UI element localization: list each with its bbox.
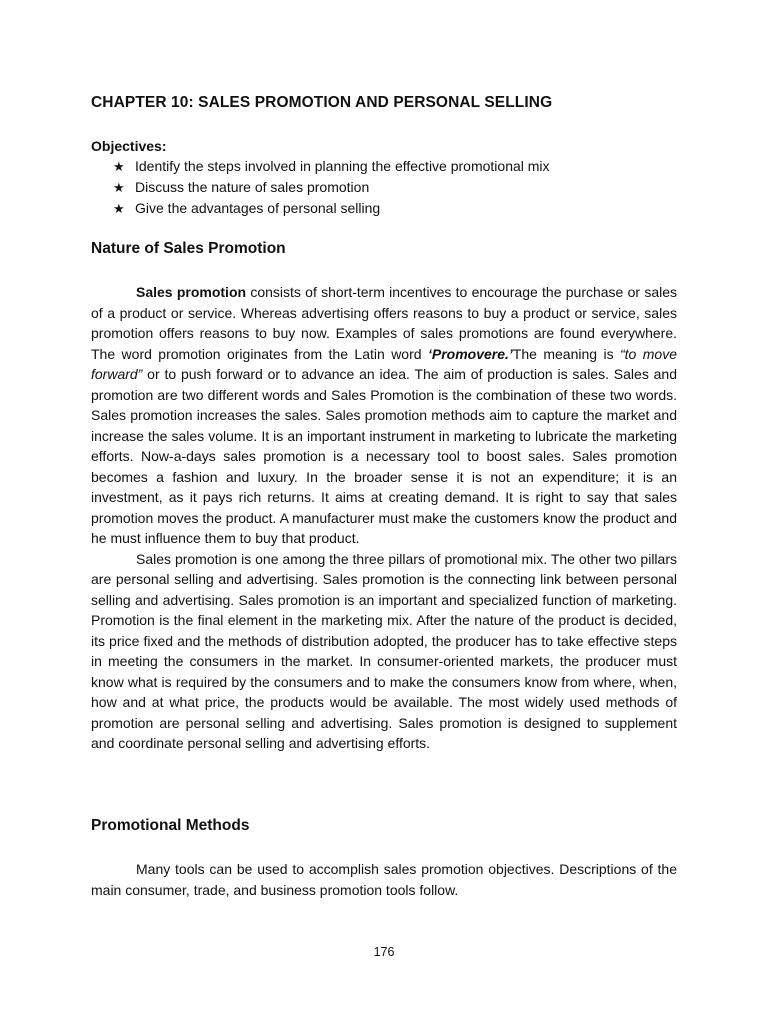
- star-icon: ★: [113, 202, 125, 217]
- nature-body: [91, 282, 677, 754]
- meaning-quote: “to move forward”: [91, 345, 677, 382]
- page-number: 176: [373, 945, 395, 959]
- nature-paragraph-1: [91, 282, 677, 549]
- objective-item: [113, 156, 550, 177]
- objective-text: Give the advantages of personal selling: [135, 200, 381, 216]
- nature-paragraph-2: Sales promotion is one among the three pillars of promotional mix. The other two pillars are personal selling and advertising. Sales promotion is the connecting link between personal selling and advertising. Sales promotion is an important and specialized function of marketing. Promotion is the final element in the marketing mix. After the nature of the product is decided, its price fixed and the methods of distribution adopted, the producer has to take effective steps in meeting the consumers in the market. In consumer-oriented markets, the producer must know what is required by the consumers and to make the consumers know from where, when, how and at what price, the products would be available. The most widely used methods of promotion are personal selling and advertising. Sales promotion is designed to supplement and coordinate personal selling and advertising efforts.: [91, 550, 677, 751]
- objective-item: [113, 198, 550, 219]
- objectives-list: [113, 156, 550, 219]
- star-icon: ★: [113, 160, 125, 175]
- paragraph-text: consists of short-term incentives to encourage the purchase or sales of a product or service. Whereas advertising offers reasons to buy a product or service, sales promotion offers reasons to buy now. Examples of sales promotions are found everywhere. The word promotion originates from the Latin word: [91, 284, 677, 362]
- objective-text: Identify the steps involved in planning the effective promotional mix: [135, 158, 550, 174]
- section-heading-nature: Nature of Sales Promotion: [91, 240, 286, 257]
- objective-item: [113, 177, 550, 198]
- paragraph-text: The meaning is: [512, 345, 620, 362]
- lead-term: Sales promotion: [136, 284, 247, 300]
- objectives-heading: Objectives:: [91, 138, 167, 154]
- objective-text: Discuss the nature of sales promotion: [135, 179, 370, 195]
- methods-body: [91, 859, 677, 900]
- star-icon: ★: [113, 181, 125, 196]
- methods-paragraph-1: Many tools can be used to accomplish sales promotion objectives. Descriptions of the main consumer, trade, and business promotion tools follow.: [91, 861, 677, 898]
- chapter-title: CHAPTER 10: SALES PROMOTION AND PERSONAL SELLING: [91, 94, 553, 111]
- section-heading-methods: Promotional Methods: [91, 817, 250, 834]
- latin-word: ‘Promovere.’: [427, 345, 513, 362]
- paragraph-text: or to push forward or to advance an idea. The aim of production is sales. Sales and promotion are two different words and Sales Promotion is the combination of these two words. Sales promotion increases the sales. Sales promotion methods aim to capture the market and increase the sales volume. It is an important instrument in marketing to lubricate the marketing efforts. Now-a-days sales promotion is a necessary tool to boost sales. Sales promotion becomes a fashion and luxury. In the broader sense it is not an expenditure; it is an investment, as it pays rich returns. It aims at creating demand. It is right to say that sales promotion moves the product. A manufacturer must make the customers know the product and he must influence them to buy that product.: [91, 366, 677, 546]
